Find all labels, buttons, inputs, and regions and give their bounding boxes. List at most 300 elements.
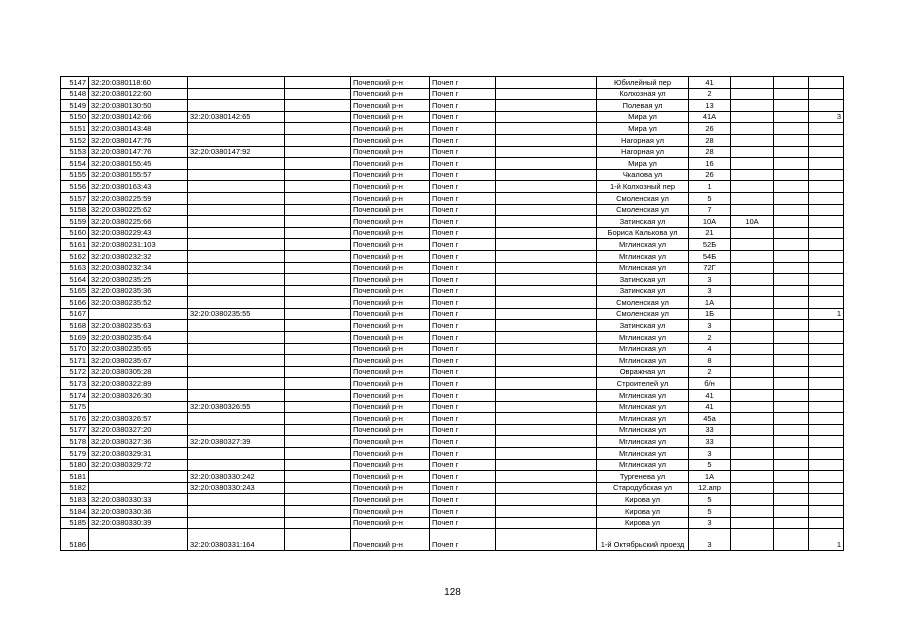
record-number-text: 5168 bbox=[69, 321, 86, 331]
table-row bbox=[61, 239, 844, 251]
street-text: Мглинская ул bbox=[619, 251, 666, 261]
street-text: Мира ул bbox=[628, 158, 657, 168]
blank-cell bbox=[285, 424, 351, 436]
record-number-cell bbox=[61, 320, 89, 332]
building-cell bbox=[731, 471, 774, 483]
district-cell bbox=[351, 169, 430, 181]
district-text: Почепский р-н bbox=[353, 494, 403, 504]
flat-cell bbox=[774, 459, 809, 471]
locality-cell bbox=[496, 517, 597, 529]
house-number-text: 3 bbox=[707, 540, 712, 550]
house-number-cell bbox=[689, 216, 731, 228]
building-cell bbox=[731, 111, 774, 123]
house-number-cell bbox=[689, 343, 731, 355]
city-cell bbox=[430, 308, 496, 320]
district-cell bbox=[351, 355, 430, 367]
district-cell bbox=[351, 297, 430, 309]
cadastral-number-text: 32:20:0380229:43 bbox=[91, 228, 152, 238]
city-cell bbox=[430, 355, 496, 367]
blank-cell bbox=[285, 366, 351, 378]
table-row bbox=[61, 459, 844, 471]
district-cell bbox=[351, 366, 430, 378]
house-number-text: 3 bbox=[707, 518, 712, 528]
count-cell bbox=[809, 88, 844, 100]
table-row bbox=[61, 308, 844, 320]
parent-cadastral-number-cell bbox=[188, 169, 285, 181]
parent-cadastral-number-cell bbox=[188, 146, 285, 158]
street-cell bbox=[597, 436, 689, 448]
table-row bbox=[61, 146, 844, 158]
locality-cell bbox=[496, 343, 597, 355]
street-text: Бориса Калькова ул bbox=[607, 228, 678, 238]
street-text: Мглинская ул bbox=[619, 263, 666, 273]
locality-cell bbox=[496, 320, 597, 332]
cadastral-number-cell bbox=[89, 123, 188, 135]
count-cell bbox=[809, 471, 844, 483]
street-cell bbox=[597, 285, 689, 297]
building-cell bbox=[731, 390, 774, 402]
street-cell bbox=[597, 343, 689, 355]
street-cell bbox=[597, 100, 689, 112]
house-number-text: 5 bbox=[707, 193, 712, 203]
building-cell bbox=[731, 285, 774, 297]
flat-cell bbox=[774, 204, 809, 216]
house-number-cell bbox=[689, 204, 731, 216]
city-text: Почеп г bbox=[432, 437, 459, 446]
district-cell bbox=[351, 146, 430, 158]
district-cell bbox=[351, 401, 430, 413]
flat-cell bbox=[774, 169, 809, 181]
district-cell bbox=[351, 285, 430, 297]
blank-cell bbox=[285, 88, 351, 100]
count-cell bbox=[809, 320, 844, 332]
district-text: Почепский р-н bbox=[353, 147, 403, 157]
record-number-cell bbox=[61, 308, 89, 320]
cadastral-number-cell bbox=[89, 378, 188, 390]
district-cell bbox=[351, 308, 430, 320]
city-text: Почеп г bbox=[432, 181, 459, 191]
street-cell bbox=[597, 274, 689, 286]
parent-cadastral-number-text: 32:20:0380147:92 bbox=[190, 147, 251, 157]
house-number-text: 28 bbox=[705, 147, 714, 157]
blank-cell bbox=[285, 297, 351, 309]
table-row bbox=[61, 390, 844, 402]
district-text: Почепский р-н bbox=[353, 344, 403, 354]
building-cell bbox=[731, 169, 774, 181]
locality-cell bbox=[496, 192, 597, 204]
count-cell bbox=[809, 134, 844, 146]
record-number-cell bbox=[61, 77, 89, 89]
locality-cell bbox=[496, 378, 597, 390]
district-cell bbox=[351, 77, 430, 89]
building-cell bbox=[731, 181, 774, 193]
house-number-text: 1А bbox=[704, 297, 715, 307]
locality-cell bbox=[496, 181, 597, 193]
count-cell bbox=[809, 413, 844, 425]
building-cell bbox=[731, 262, 774, 274]
city-text: Почеп г bbox=[432, 89, 459, 99]
locality-cell bbox=[496, 134, 597, 146]
parent-cadastral-number-text: 32:20:0380330:242 bbox=[190, 471, 255, 481]
cadastral-number-text: 32:20:0380330:39 bbox=[91, 518, 152, 528]
blank-cell bbox=[285, 227, 351, 239]
flat-cell bbox=[774, 529, 809, 551]
record-number-cell bbox=[61, 204, 89, 216]
record-number-cell bbox=[61, 285, 89, 297]
table-row bbox=[61, 88, 844, 100]
house-number-cell bbox=[689, 332, 731, 344]
parent-cadastral-number-cell bbox=[188, 308, 285, 320]
house-number-text: 3 bbox=[707, 274, 712, 284]
cadastral-number-cell bbox=[89, 343, 188, 355]
city-text: Почеп г bbox=[432, 100, 459, 110]
count-cell bbox=[809, 401, 844, 413]
parent-cadastral-number-cell bbox=[188, 494, 285, 506]
record-number-text: 5149 bbox=[69, 100, 86, 110]
locality-cell bbox=[496, 308, 597, 320]
district-text: Почепский р-н bbox=[353, 471, 403, 481]
flat-cell bbox=[774, 436, 809, 448]
table-row bbox=[61, 343, 844, 355]
city-cell bbox=[430, 216, 496, 228]
table-row bbox=[61, 436, 844, 448]
record-number-cell bbox=[61, 390, 89, 402]
record-number-cell bbox=[61, 332, 89, 344]
parent-cadastral-number-cell bbox=[188, 239, 285, 251]
building-cell bbox=[731, 204, 774, 216]
cadastral-number-text: 32:20:0380235:67 bbox=[91, 355, 152, 365]
table-row bbox=[61, 216, 844, 228]
record-number-text: 5159 bbox=[69, 216, 86, 226]
building-cell bbox=[731, 239, 774, 251]
blank-cell bbox=[285, 436, 351, 448]
flat-cell bbox=[774, 216, 809, 228]
street-cell bbox=[597, 111, 689, 123]
record-number-text: 5148 bbox=[69, 89, 86, 99]
flat-cell bbox=[774, 343, 809, 355]
locality-cell bbox=[496, 169, 597, 181]
table-row bbox=[61, 250, 844, 262]
table-row bbox=[61, 529, 844, 551]
blank-cell bbox=[285, 471, 351, 483]
count-cell bbox=[809, 274, 844, 286]
house-number-cell bbox=[689, 274, 731, 286]
parent-cadastral-number-text: 32:20:0380331:164 bbox=[190, 540, 255, 550]
city-cell bbox=[430, 227, 496, 239]
building-cell bbox=[731, 308, 774, 320]
locality-cell bbox=[496, 401, 597, 413]
district-cell bbox=[351, 192, 430, 204]
city-cell bbox=[430, 239, 496, 251]
flat-cell bbox=[774, 100, 809, 112]
flat-cell bbox=[774, 227, 809, 239]
street-text: Мира ул bbox=[628, 123, 657, 133]
city-cell bbox=[430, 77, 496, 89]
street-text: Чкалова ул bbox=[622, 170, 663, 180]
count-cell bbox=[809, 216, 844, 228]
flat-cell bbox=[774, 285, 809, 297]
house-number-text: 28 bbox=[705, 135, 714, 145]
count-cell bbox=[809, 517, 844, 529]
house-number-cell bbox=[689, 181, 731, 193]
street-cell bbox=[597, 494, 689, 506]
city-text: Почеп г bbox=[432, 147, 459, 157]
locality-cell bbox=[496, 355, 597, 367]
city-text: Почеп г bbox=[432, 518, 459, 528]
flat-cell bbox=[774, 320, 809, 332]
count-text: 1 bbox=[836, 540, 841, 550]
record-number-text: 5171 bbox=[69, 355, 86, 365]
building-cell bbox=[731, 505, 774, 517]
city-text: Почеп г bbox=[432, 367, 459, 377]
table-row bbox=[61, 424, 844, 436]
city-text: Почеп г bbox=[432, 309, 459, 319]
locality-cell bbox=[496, 471, 597, 483]
district-text: Почепский р-н bbox=[353, 263, 403, 273]
city-text: Почеп г bbox=[432, 228, 459, 238]
record-number-text: 5160 bbox=[69, 228, 86, 238]
flat-cell bbox=[774, 158, 809, 170]
table-row bbox=[61, 123, 844, 135]
blank-cell bbox=[285, 308, 351, 320]
city-text: Почеп г bbox=[432, 216, 459, 226]
parent-cadastral-number-cell bbox=[188, 517, 285, 529]
parent-cadastral-number-cell bbox=[188, 459, 285, 471]
cadastral-number-cell bbox=[89, 181, 188, 193]
blank-cell bbox=[285, 111, 351, 123]
parent-cadastral-number-cell bbox=[188, 401, 285, 413]
locality-cell bbox=[496, 366, 597, 378]
record-number-text: 5161 bbox=[69, 239, 86, 249]
street-cell bbox=[597, 378, 689, 390]
district-text: Почепский р-н bbox=[353, 216, 403, 226]
street-cell bbox=[597, 332, 689, 344]
city-text: Почеп г bbox=[432, 448, 459, 458]
locality-cell bbox=[496, 332, 597, 344]
district-text: Почепский р-н bbox=[353, 286, 403, 296]
flat-cell bbox=[774, 482, 809, 494]
city-text: Почеп г bbox=[432, 460, 459, 470]
cadastral-number-text: 32:20:0380235:36 bbox=[91, 286, 152, 296]
record-number-cell bbox=[61, 123, 89, 135]
city-cell bbox=[430, 285, 496, 297]
city-cell bbox=[430, 471, 496, 483]
cadastral-number-cell bbox=[89, 413, 188, 425]
house-number-cell bbox=[689, 88, 731, 100]
locality-cell bbox=[496, 436, 597, 448]
street-cell bbox=[597, 146, 689, 158]
record-number-text: 5185 bbox=[69, 518, 86, 528]
house-number-text: 72Г bbox=[703, 263, 716, 273]
cadastral-number-text: 32:20:0380326:30 bbox=[91, 390, 152, 400]
house-number-cell bbox=[689, 471, 731, 483]
house-number-cell bbox=[689, 192, 731, 204]
city-cell bbox=[430, 401, 496, 413]
house-number-cell bbox=[689, 134, 731, 146]
locality-cell bbox=[496, 204, 597, 216]
street-cell bbox=[597, 216, 689, 228]
city-text: Почеп г bbox=[432, 344, 459, 354]
parent-cadastral-number-cell bbox=[188, 285, 285, 297]
street-text: Затинская ул bbox=[619, 286, 666, 296]
district-text: Почепский р-н bbox=[353, 193, 403, 203]
cadastral-number-cell bbox=[89, 366, 188, 378]
cadastral-number-cell bbox=[89, 390, 188, 402]
building-cell bbox=[731, 227, 774, 239]
cadastral-number-text: 32:20:0380235:64 bbox=[91, 332, 152, 342]
building-cell bbox=[731, 77, 774, 89]
district-cell bbox=[351, 436, 430, 448]
city-cell bbox=[430, 192, 496, 204]
locality-cell bbox=[496, 216, 597, 228]
street-cell bbox=[597, 517, 689, 529]
flat-cell bbox=[774, 308, 809, 320]
cadastral-number-cell bbox=[89, 250, 188, 262]
district-cell bbox=[351, 227, 430, 239]
count-cell bbox=[809, 529, 844, 551]
table-row bbox=[61, 448, 844, 460]
street-text: Мглинская ул bbox=[619, 425, 666, 435]
parent-cadastral-number-text: 32:20:0380327:39 bbox=[190, 437, 251, 446]
house-number-cell bbox=[689, 413, 731, 425]
cadastral-number-cell bbox=[89, 285, 188, 297]
record-number-cell bbox=[61, 343, 89, 355]
table-row bbox=[61, 332, 844, 344]
record-number-cell bbox=[61, 134, 89, 146]
house-number-cell bbox=[689, 366, 731, 378]
cadastral-number-cell bbox=[89, 471, 188, 483]
cadastral-number-cell bbox=[89, 204, 188, 216]
count-cell bbox=[809, 239, 844, 251]
street-cell bbox=[597, 320, 689, 332]
city-text: Почеп г bbox=[432, 251, 459, 261]
record-number-cell bbox=[61, 517, 89, 529]
city-text: Почеп г bbox=[432, 274, 459, 284]
parent-cadastral-number-cell bbox=[188, 77, 285, 89]
city-cell bbox=[430, 390, 496, 402]
street-text: 1-й Октябрьский проезд bbox=[600, 540, 685, 550]
street-text: Нагорная ул bbox=[621, 135, 664, 145]
blank-cell bbox=[285, 494, 351, 506]
table-row bbox=[61, 204, 844, 216]
district-cell bbox=[351, 250, 430, 262]
blank-cell bbox=[285, 169, 351, 181]
parent-cadastral-number-cell bbox=[188, 413, 285, 425]
house-number-cell bbox=[689, 158, 731, 170]
locality-cell bbox=[496, 424, 597, 436]
record-number-cell bbox=[61, 505, 89, 517]
locality-cell bbox=[496, 158, 597, 170]
table-row bbox=[61, 471, 844, 483]
cadastral-number-cell bbox=[89, 459, 188, 471]
cadastral-number-text: 32:20:0380232:32 bbox=[91, 251, 152, 261]
city-cell bbox=[430, 297, 496, 309]
record-number-text: 5166 bbox=[69, 297, 86, 307]
district-cell bbox=[351, 320, 430, 332]
flat-cell bbox=[774, 88, 809, 100]
count-cell bbox=[809, 227, 844, 239]
locality-cell bbox=[496, 285, 597, 297]
blank-cell bbox=[285, 505, 351, 517]
city-cell bbox=[430, 505, 496, 517]
cadastral-number-text: 32:20:0380118:60 bbox=[91, 77, 151, 87]
locality-cell bbox=[496, 123, 597, 135]
city-text: Почеп г bbox=[432, 286, 459, 296]
page-number: 128 bbox=[444, 587, 461, 598]
house-number-cell bbox=[689, 459, 731, 471]
cadastral-number-cell bbox=[89, 262, 188, 274]
locality-cell bbox=[496, 88, 597, 100]
street-cell bbox=[597, 77, 689, 89]
parent-cadastral-number-cell bbox=[188, 378, 285, 390]
cadastral-number-text: 32:20:0380329:72 bbox=[91, 460, 152, 470]
building-cell bbox=[731, 459, 774, 471]
district-cell bbox=[351, 505, 430, 517]
record-number-cell bbox=[61, 471, 89, 483]
house-number-cell bbox=[689, 250, 731, 262]
city-text: Почеп г bbox=[432, 112, 459, 122]
district-text: Почепский р-н bbox=[353, 506, 403, 516]
cadastral-number-cell bbox=[89, 297, 188, 309]
cadastral-number-text: 32:20:0380305:28 bbox=[91, 367, 152, 377]
blank-cell bbox=[285, 100, 351, 112]
street-text: Мглинская ул bbox=[619, 437, 666, 446]
street-text: 1-й Колхозный пер bbox=[609, 181, 676, 191]
building-cell bbox=[731, 100, 774, 112]
record-number-cell bbox=[61, 100, 89, 112]
building-cell bbox=[731, 250, 774, 262]
street-text: Юбилейный пер bbox=[613, 77, 671, 87]
street-text: Полевая ул bbox=[622, 100, 663, 110]
house-number-text: 1Б bbox=[704, 309, 715, 319]
street-cell bbox=[597, 482, 689, 494]
flat-cell bbox=[774, 355, 809, 367]
blank-cell bbox=[285, 204, 351, 216]
locality-cell bbox=[496, 262, 597, 274]
cadastral-number-text: 32:20:0380330:33 bbox=[91, 494, 152, 504]
blank-cell bbox=[285, 459, 351, 471]
city-cell bbox=[430, 332, 496, 344]
house-number-text: 16 bbox=[705, 158, 714, 168]
cadastral-number-text: 32:20:0380155:45 bbox=[91, 158, 152, 168]
cadastral-number-cell bbox=[89, 146, 188, 158]
house-number-cell bbox=[689, 355, 731, 367]
blank-cell bbox=[285, 250, 351, 262]
record-number-text: 5178 bbox=[69, 437, 86, 446]
record-number-text: 5155 bbox=[69, 170, 86, 180]
house-number-cell bbox=[689, 517, 731, 529]
blank-cell bbox=[285, 123, 351, 135]
record-number-cell bbox=[61, 181, 89, 193]
house-number-text: 12.апр bbox=[698, 483, 721, 493]
house-number-text: 10А bbox=[702, 216, 717, 226]
record-number-cell bbox=[61, 262, 89, 274]
table-row bbox=[61, 111, 844, 123]
cadastral-number-cell bbox=[89, 505, 188, 517]
table-row bbox=[61, 169, 844, 181]
street-cell bbox=[597, 88, 689, 100]
city-text: Почеп г bbox=[432, 263, 459, 273]
district-text: Почепский р-н bbox=[353, 89, 403, 99]
house-number-text: 1 bbox=[707, 181, 712, 191]
city-cell bbox=[430, 343, 496, 355]
house-number-cell bbox=[689, 390, 731, 402]
parent-cadastral-number-cell bbox=[188, 366, 285, 378]
cadastral-number-text: 32:20:0380235:25 bbox=[91, 274, 152, 284]
street-cell bbox=[597, 227, 689, 239]
house-number-text: 8 bbox=[707, 355, 712, 365]
count-cell bbox=[809, 355, 844, 367]
